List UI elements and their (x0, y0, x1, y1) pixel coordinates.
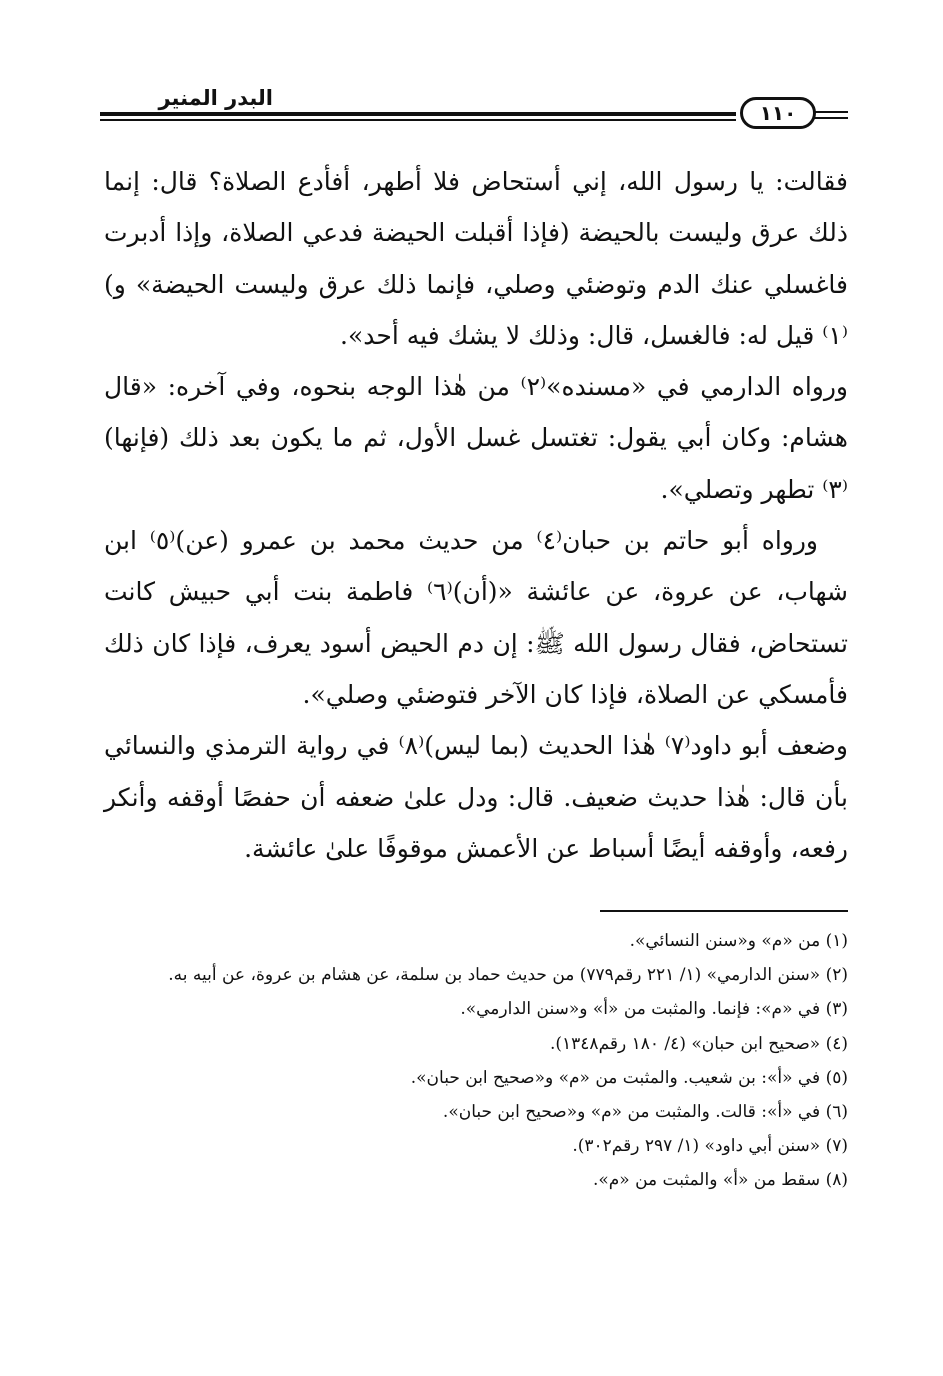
header-rule-thin (100, 119, 736, 121)
main-text (104, 156, 848, 874)
header-rule (100, 112, 736, 116)
footnote: (٧) «سنن أبي داود» (١/ ٢٩٧ رقم٣٠٢). (572, 1136, 848, 1157)
footnote: (٨) سقط من «أ» والمثبت من «م». (592, 1170, 848, 1191)
paragraph: ورواه أبو حاتم بن حبان⁽٤⁾ من حديث محمد بن عمرو (عن)⁽٥⁾ ابن شهاب، عن عروة، عن عائشة «(أن)⁽٦⁾ فاطمة بنت أبي حبيش كانت تستحاض، فقال رسول الله ﷺ: إن دم الحيض أسود يعرف، فإذا كان ذلك فأمسكي عن الصلاة، فإذا كان الآخر فتوضئي وصلي». (104, 526, 848, 709)
paragraph: ورواه الدارمي في «مسنده»⁽٢⁾ من هٰذا الوجه بنحوه، وفي آخره: «قال هشام: وكان أبي يقول: تغتسل غسل الأول، ثم ما يكون بعد ذلك (فإنها)⁽٣⁾ تطهر وتصلي». (104, 372, 848, 504)
footnote: (٢) «سنن الدارمي» (١/ ٢٢١ رقم٧٧٩) من حديث حماد بن سلمة، عن هشام بن عروة، عن أبيه به. (168, 965, 848, 986)
footnotes (104, 924, 848, 1198)
footnote: (٦) في «أ»: قالت. والمثبت من «م» و«صحيح ابن حبان». (442, 1102, 848, 1123)
footnote: (١) من «م» و«سنن النسائي». (629, 931, 848, 951)
footnote-separator (600, 910, 848, 912)
paragraph: وضعف أبو داود⁽٧⁾ هٰذا الحديث (بما ليس)⁽٨⁾ في رواية الترمذي والنسائي بأن قال: هٰذا حديث ضعيف. قال: ودل علىٰ ضعفه أن حفصًا أوقفه وأنكر رفعه، وأوقفه أيضًا أسباط عن الأعمش موقوفًا علىٰ عائشة. (104, 731, 848, 863)
paragraph: فقالت: يا رسول الله، إني أستحاض فلا أطهر، أفأدع الصلاة؟ قال: إنما ذلك عرق وليست بالحيضة (فإذا أقبلت الحيضة فدعي الصلاة، وإذا أدبرت فاغسلي عنك الدم وتوضئي وصلي، فإنما ذلك عرق وليست الحيضة» و)⁽١⁾ قيل له: فالغسل، قال: وذلك لا يشك فيه أحد». (104, 167, 848, 350)
page-header (100, 82, 848, 130)
footnote: (٣) في «م»: فإنما. والمثبت من «أ» و«سنن الدارمي». (460, 999, 848, 1020)
footnote: (٥) في «أ»: بن شعيب. والمثبت من «م» و«صحيح ابن حبان». (410, 1067, 848, 1088)
header-rule-stub (812, 111, 848, 113)
header-rule-stub (812, 117, 848, 119)
running-title: البدر المنير (158, 86, 273, 110)
footnote: (٤) «صحيح ابن حبان» (٤/ ١٨٠ رقم١٣٤٨). (549, 1033, 848, 1054)
page-number: ١١٠ (740, 97, 816, 129)
